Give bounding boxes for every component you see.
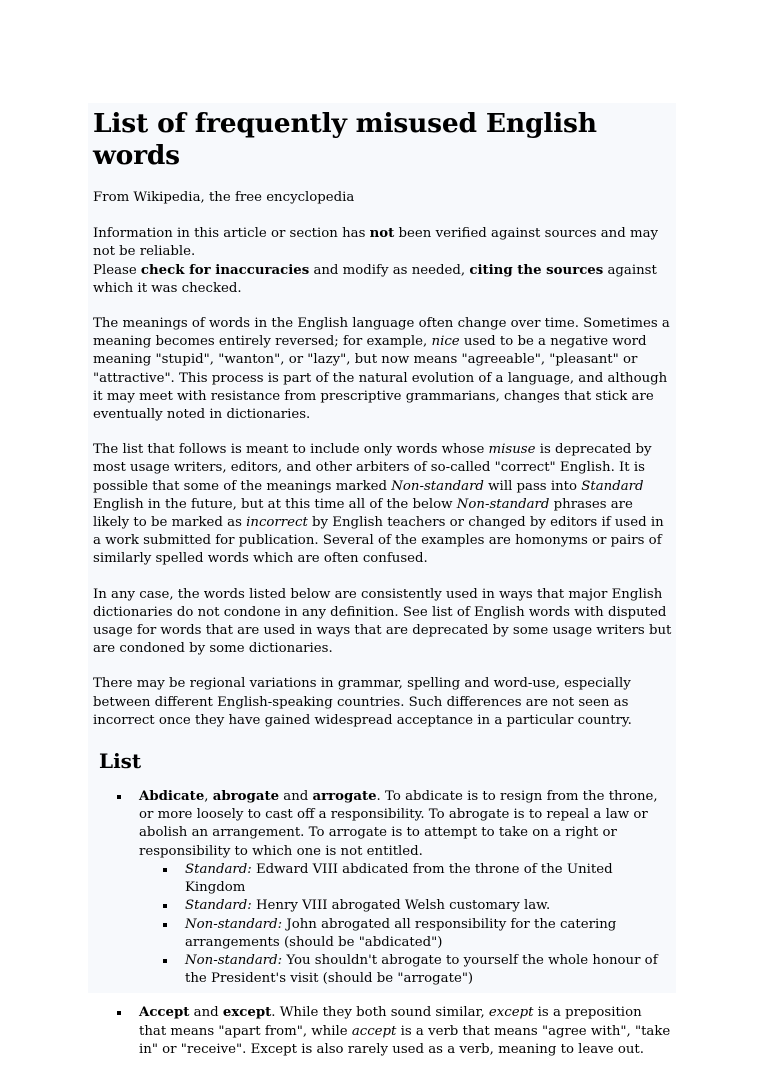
check-inaccuracies-link[interactable]: check for inaccuracies	[140, 262, 310, 278]
article-content	[93, 103, 673, 1075]
example-item: Standard: Henry VIII abrogated Welsh customary law.	[139, 897, 673, 915]
intro-paragraph-2: The list that follows is meant to include only words whose misuse is deprecated by most usage writers, editors, and other arbiters of so-called "correct" English. It is possible that some of the meanings marked Non-standard will pass into Standard English in the future, but at this time all of the below Non-standard phrases are likely to be marked as incorrect by English teachers or changed by editors if used in a work submitted for publication. Several of the examples are homonyms or pairs of similarly spelled words which are often confused.	[93, 442, 664, 567]
verification-notice	[93, 225, 673, 298]
notice-line-2: Please check for inaccuracies and modify as needed, citing the sources against which it was checked.	[93, 262, 657, 296]
example-list	[139, 861, 673, 988]
page-title: List of frequently misused English words	[93, 108, 597, 171]
example-item: Non-standard: You shouldn't abrogate to yourself the whole honour of the President's visit (should be "arrogate")	[139, 952, 673, 988]
intro-paragraph-3: In any case, the words listed below are consistently used in ways that major English dictionaries do not condone in any definition. See list of English words with disputed usage for words that are used in ways that are deprecated by some usage writers but are condoned by some dictionaries.	[93, 586, 672, 657]
list-item: Abdicate, abrogate and arrogate. To abdicate is to resign from the throne, or more loosely to cast off a responsibility. To abrogate is to repeal a law or abolish an arrangement. To arrogate is to attempt to take on a right or responsibility to which one is not entitled. Standard: Edward VIII abdicated from the throne of the United Kingdom Standard: Henry VIII abrogated Welsh customary law. Non-standard: John abrogated all responsibility for the catering arrangements (should be "abdicated") Non-standard: You shouldn't abrogate to yourself the whole honour of the President's visit (should be "arrogate")	[93, 788, 673, 988]
list-item: Accept and except. While they both sound similar, except is a preposition that means "apart from", while accept is a verb that means "agree with", "take in" or "receive". Except is also rarely used as a verb, meaning to leave out.	[93, 1004, 673, 1059]
subtitle: From Wikipedia, the free encyclopedia	[93, 190, 355, 205]
intro-paragraph-1: The meanings of words in the English language often change over time. Sometimes a meaning becomes entirely reversed; for example, nice used to be a negative word meaning "stupid", "wanton", or "lazy", but now means "agreeable", "pleasant" or "attractive". This process is part of the natural evolution of a language, and although it may meet with resistance from prescriptive grammarians, changes that stick are eventually noted in dictionaries.	[93, 316, 670, 423]
intro-paragraph-4: There may be regional variations in grammar, spelling and word-use, especially between different English-speaking countries. Such differences are not seen as incorrect once they have gained widespread acceptance in a particular country.	[93, 676, 632, 728]
citing-sources-link[interactable]: citing the sources	[469, 262, 604, 278]
example-item: Standard: Edward VIII abdicated from the throne of the United Kingdom	[139, 861, 673, 897]
notice-line-1: Information in this article or section has not been verified against sources and may not be reliable.	[93, 226, 659, 260]
section-heading-list: List	[99, 749, 142, 774]
word-list	[93, 788, 673, 1059]
example-item: Non-standard: John abrogated all responsibility for the catering arrangements (should be "abdicated")	[139, 916, 673, 952]
